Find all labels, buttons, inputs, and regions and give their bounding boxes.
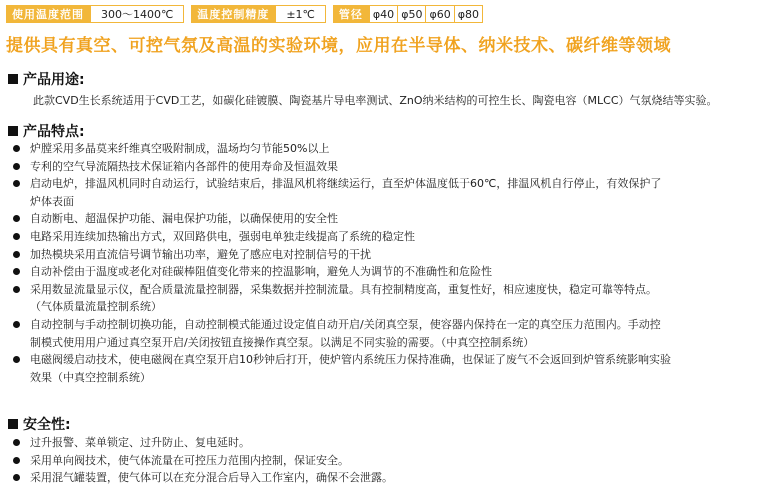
pipe-size-50: φ50	[397, 5, 426, 23]
safety-list	[12, 434, 393, 487]
bullet-dot-icon	[13, 474, 20, 481]
feature-item	[12, 210, 671, 228]
pipe-size-80: φ80	[454, 5, 483, 23]
feature-item	[12, 246, 671, 264]
bullet-dot-icon	[13, 180, 20, 187]
square-bullet-icon	[8, 126, 18, 136]
feature-text-continued: （气体质量流量控制系统）	[30, 300, 162, 314]
safety-title-text: 安全性:	[23, 417, 71, 433]
pipe-size-60: φ60	[425, 5, 454, 23]
feature-text: 自动断电、超温保护功能、漏电保护功能，以确保使用的安全性	[30, 212, 338, 226]
bullet-dot-icon	[13, 321, 20, 328]
feature-text: 采用数显流量显示仪，配合质量流量控制器，采集数据并控制流量。具有控制精度高，重复性好，相应速度快，稳定可靠等特点。	[30, 282, 657, 296]
feature-text: 自动补偿由于温度或老化对硅碳棒阻值变化带来的控温影响，避免人为调节的不准确性和危险性	[30, 265, 492, 279]
bullet-dot-icon	[13, 286, 20, 293]
usage-text: 此款CVD生长系统适用于CVD工艺，如碳化硅镀膜、陶瓷基片导电率测试、ZnO纳米结构的可控生长、陶瓷电容（MLCC）气氛烧结等实验。	[33, 94, 718, 107]
bullet-dot-icon	[13, 356, 20, 363]
safety-item	[12, 434, 393, 452]
feature-text: 启动电炉，排温风机同时自动运行，试验结束后，排温风机将继续运行，直至炉体温度低于60℃，排温风机自行停止，有效保护了	[30, 177, 662, 191]
features-list	[12, 140, 671, 386]
feature-text: 电磁阀缓启动技术，使电磁阀在真空泵开启10秒钟后打开，使炉管内系统压力保持准确，也保证了废气不会返回到炉管系统影响实验	[30, 353, 671, 367]
pipe-size-40: φ40	[369, 5, 398, 23]
temp-range-value: 300～1400℃	[90, 5, 184, 23]
features-title-text: 产品特点:	[23, 124, 85, 140]
feature-item	[12, 175, 671, 210]
feature-item	[12, 263, 671, 281]
feature-item	[12, 316, 671, 351]
bullet-dot-icon	[13, 145, 20, 152]
feature-item	[12, 228, 671, 246]
feature-item	[12, 281, 671, 316]
safety-text: 过升报警、菜单锁定、过升防止、复电延时。	[30, 436, 250, 449]
temp-range-label: 使用温度范围	[6, 5, 90, 23]
feature-item	[12, 351, 671, 386]
feature-text: 炉膛采用多晶莫来纤维真空吸附制成，温场均匀节能50%以上	[30, 142, 330, 155]
bullet-dot-icon	[13, 163, 20, 170]
feature-text-continued: 效果（中真空控制系统）	[30, 370, 151, 384]
usage-section-title	[8, 69, 85, 89]
temp-accuracy-value: ±1℃	[275, 5, 326, 23]
feature-text: 电路采用连续加热输出方式，双回路供电，强弱电单独走线提高了系统的稳定性	[30, 229, 415, 243]
headline: 提供具有真空、可控气氛及高温的实验环境，应用在半导体、纳米技术、碳纤维等领域	[6, 36, 671, 56]
usage-title-text: 产品用途:	[23, 72, 85, 88]
safety-section-title	[8, 414, 71, 434]
safety-item	[12, 452, 393, 470]
bullet-dot-icon	[13, 215, 20, 222]
features-section-title	[8, 121, 85, 141]
temp-accuracy-label: 温度控制精度	[191, 5, 275, 23]
safety-text: 采用单向阀技术，使气体流量在可控压力范围内控制，保证安全。	[30, 453, 349, 467]
square-bullet-icon	[8, 74, 18, 84]
bullet-dot-icon	[13, 457, 20, 464]
safety-item	[12, 469, 393, 487]
feature-text: 专利的空气导流隔热技术保证箱内各部件的使用寿命及恒温效果	[30, 159, 338, 173]
bullet-dot-icon	[13, 268, 20, 275]
pipe-size-label: 管径	[333, 5, 369, 23]
feature-text: 自动控制与手动控制切换功能，自动控制模式能通过设定值自动开启/关闭真空泵，使容器内保持在一定的真空压力范围内。手动控	[30, 317, 661, 331]
feature-text-continued: 炉体表面	[30, 194, 74, 208]
feature-item	[12, 158, 671, 176]
safety-text: 采用混气罐装置，使气体可以在充分混合后导入工作室内，确保不会泄露。	[30, 471, 393, 485]
feature-text-continued: 制模式使用用户通过真空泵开启/关闭按钮直接操作真空泵。以满足不同实验的需要。（中真空控制系统）	[30, 335, 535, 349]
square-bullet-icon	[8, 419, 18, 429]
bullet-dot-icon	[13, 233, 20, 240]
feature-item	[12, 140, 671, 158]
bullet-dot-icon	[13, 439, 20, 446]
spec-bar	[6, 5, 483, 23]
feature-text: 加热模块采用直流信号调节输出功率，避免了感应电对控制信号的干扰	[30, 247, 371, 261]
bullet-dot-icon	[13, 251, 20, 258]
